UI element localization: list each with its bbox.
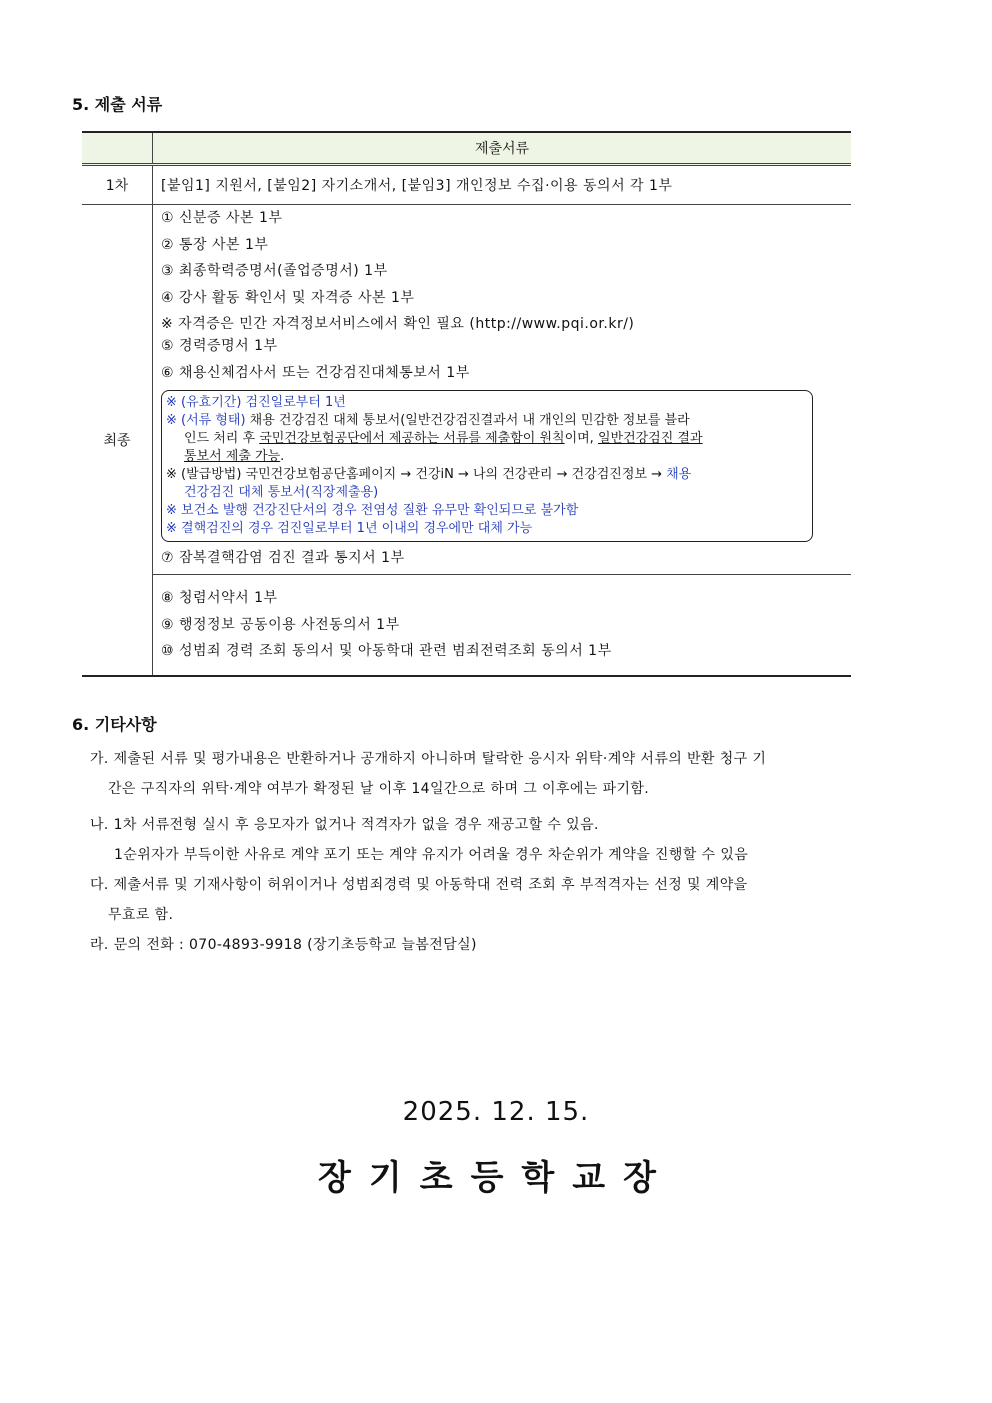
header-blank-cell xyxy=(82,132,153,165)
paragraph-da xyxy=(90,870,924,930)
note-doc-form-cont xyxy=(166,430,806,448)
table-header: 제출서류 xyxy=(153,132,852,165)
list-item: ② 통장 사본 1부 xyxy=(161,236,269,253)
note-doc-form-cont2 xyxy=(166,448,806,466)
health-check-note-box xyxy=(161,390,813,542)
note-issue-method-text: ※ (발급방법) 국민건강보험공단홈페이지 → 건강iN → 나의 건강관리 → 건강검진정보 → xyxy=(166,467,667,482)
list-item: ⑦ 잠복결핵감염 검진 결과 통지서 1부 xyxy=(153,546,851,575)
note-doc-form-label: ※ (서류 형태) xyxy=(166,413,246,428)
paragraph-line: 1순위자가 부득이한 사유로 계약 포기 또는 계약 유지가 어려울 경우 차순위가 계약을 진행할 수 있음 xyxy=(114,847,749,863)
note-underlined-principle: 를 제출함이 원칙 xyxy=(468,431,565,446)
note-issue-method-blue: 채용 xyxy=(666,467,692,482)
section-title-other-matters: 6. 기타사항 xyxy=(72,715,157,734)
paragraph-line: 간은 구직자의 위탁·계약 여부가 확정된 날 이후 14일간으로 하며 그 이후에는 파기함. xyxy=(108,781,650,797)
note-issue-method-cont: 건강검진 대체 통보서(직장제출용) xyxy=(184,485,379,500)
signer-title: 장기초등학교장 xyxy=(318,1158,674,1198)
note-doc-form xyxy=(166,412,806,430)
row-label-final: 최종 xyxy=(82,205,153,676)
list-item: ⑧ 청렴서약서 1부 xyxy=(161,590,278,606)
note-validity: ※ (유효기간) 검진일로부터 1년 xyxy=(166,395,346,410)
paragraph-line: 다. 제출서류 및 기재사항이 허위이거나 성범죄경력 및 아동학대 전력 조회 후 부적격자는 선정 및 계약을 xyxy=(90,877,748,893)
note-underlined-submit: 통보서 제출 가능 xyxy=(184,449,281,464)
note-issue-method xyxy=(166,466,806,484)
row-content-first-round: [붙임1] 지원서, [붙임2] 자기소개서, [붙임3] 개인정보 수집·이용 동의서 각 1부 xyxy=(153,165,852,205)
list-item: ③ 최종학력증명서(졸업증명서) 1부 xyxy=(161,263,388,279)
note-text: 이며, xyxy=(564,431,598,446)
list-item: ⑩ 성범죄 경력 조회 동의서 및 아동학대 관련 범죄전력조회 동의서 1부 xyxy=(161,643,612,659)
paragraph-ga xyxy=(90,744,924,804)
paragraph-line: 라. 문의 전화 : 070-4893-9918 (장기초등학교 늘봄전담실) xyxy=(90,937,477,953)
list-item: ④ 강사 활동 확인서 및 자격증 사본 1부 xyxy=(161,289,415,306)
list-item: ⑥ 채용신체검사서 또는 건강검진대체통보서 1부 xyxy=(161,364,470,381)
list-item: ① 신분증 사본 1부 xyxy=(161,210,283,226)
note-text: 인드 처리 후 xyxy=(184,431,260,446)
table-row-first-round xyxy=(82,165,851,205)
paragraph-ra xyxy=(90,930,924,960)
row-label-first-round: 1차 xyxy=(82,165,153,205)
section-title-submission-docs: 5. 제출 서류 xyxy=(72,95,163,114)
list-item: ⑤ 경력증명서 1부 xyxy=(161,338,278,354)
paragraph-na xyxy=(90,810,924,870)
note-underlined-nhis: 국민건강보험공단에서 제공하는 서류 xyxy=(259,431,469,446)
document-date: 2025. 12. 15. xyxy=(402,1097,590,1127)
paragraph-line: 무효로 함. xyxy=(108,907,174,923)
row-content-final xyxy=(153,205,852,676)
note-text: . xyxy=(280,449,285,464)
note-tb-check: ※ 결핵검진의 경우 검진일로부터 1년 이내의 경우에만 대체 가능 xyxy=(166,521,533,536)
list-item: ⑨ 행정정보 공동이용 사전동의서 1부 xyxy=(161,616,400,633)
note-health-center: ※ 보건소 발행 건강진단서의 경우 전염성 질환 유무만 확인되므로 불가함 xyxy=(166,503,579,518)
certificate-note: ※ 자격증은 민간 자격정보서비스에서 확인 필요 (http://www.pqi.or.kr/) xyxy=(161,316,635,332)
note-doc-form-text: 채용 건강검진 대체 통보서(일반건강검진결과서 내 개인의 민감한 정보를 블라 xyxy=(245,413,690,428)
table-header-row xyxy=(82,132,851,165)
submission-docs-table xyxy=(82,131,851,677)
paragraph-line: 가. 제출된 서류 및 평가내용은 반환하거나 공개하지 아니하며 탈락한 응시자 위탁·계약 서류의 반환 청구 기 xyxy=(90,751,767,767)
paragraph-line: 나. 1차 서류전형 실시 후 응모자가 없거나 적격자가 없을 경우 재공고할 수 있음. xyxy=(90,817,599,833)
note-underlined-general: 일반건강검진 결과 xyxy=(597,431,703,446)
table-row-final xyxy=(82,205,851,676)
